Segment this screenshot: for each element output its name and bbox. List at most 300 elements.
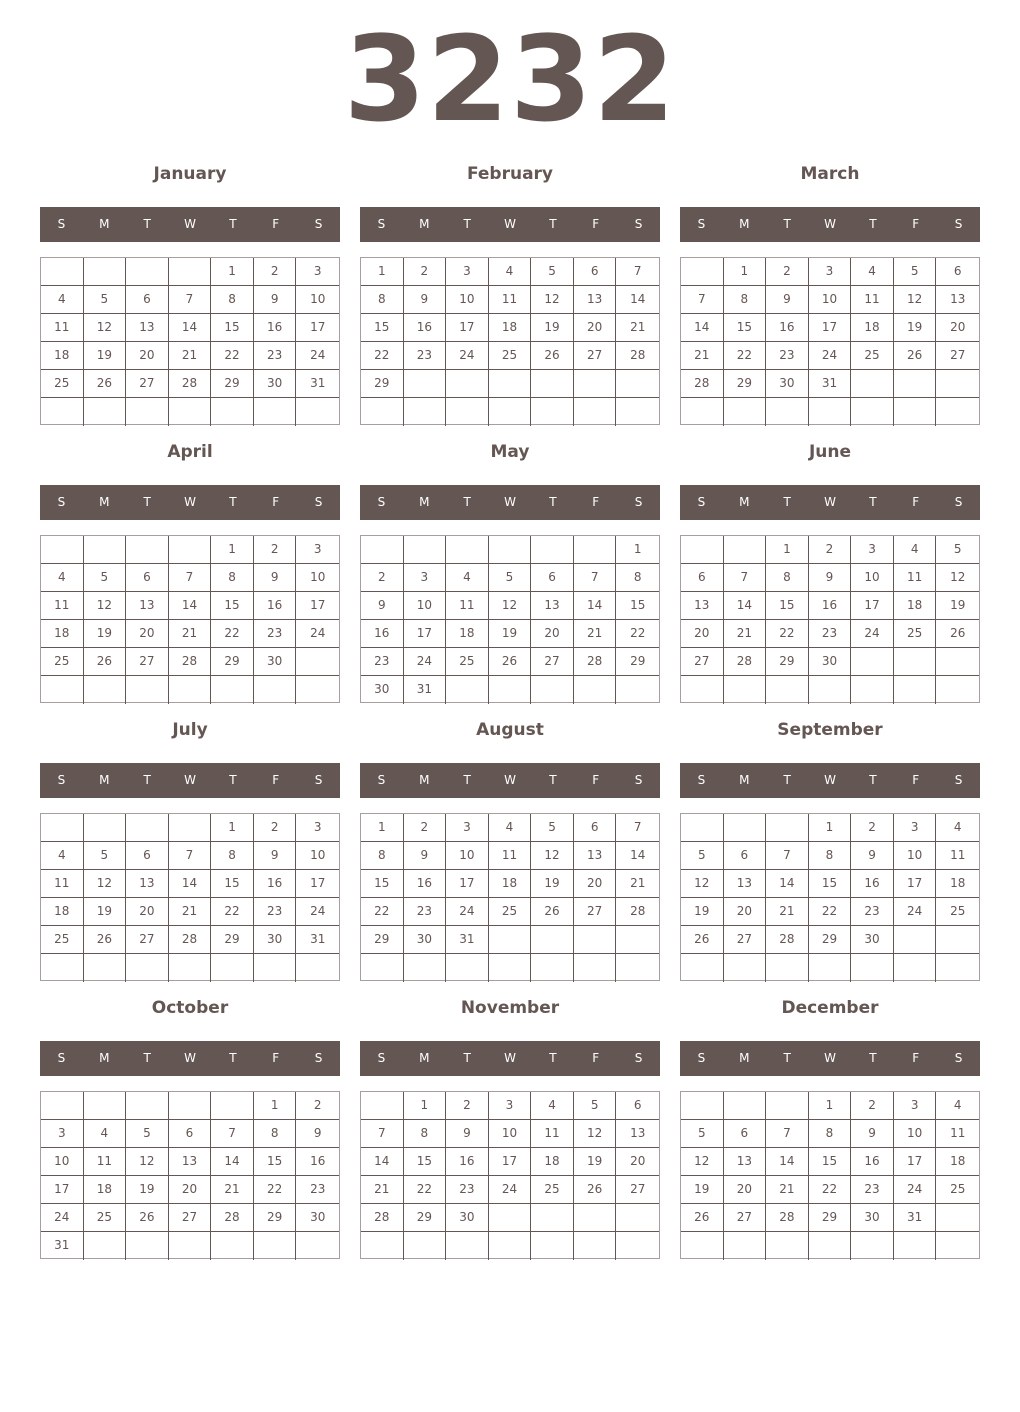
day-cell	[574, 1204, 617, 1232]
day-cell: 1	[809, 1092, 852, 1120]
day-cell	[681, 676, 724, 704]
day-cell: 6	[574, 258, 617, 286]
day-cell	[936, 676, 979, 704]
day-cell: 9	[809, 564, 852, 592]
month-title: August	[476, 720, 544, 740]
day-cell: 8	[616, 564, 659, 592]
day-cell: 10	[446, 286, 489, 314]
day-cell: 19	[84, 342, 127, 370]
day-cell	[616, 1204, 659, 1232]
day-cell: 28	[169, 648, 212, 676]
weekday-label: M	[99, 495, 110, 509]
day-cell: 28	[766, 926, 809, 954]
day-cell: 28	[211, 1204, 254, 1232]
day-cell: 10	[851, 564, 894, 592]
day-cell: 29	[254, 1204, 297, 1232]
day-cell	[766, 398, 809, 426]
day-cell	[296, 398, 339, 426]
weekday-label: T	[869, 773, 877, 787]
day-cell	[724, 1232, 767, 1260]
day-cell	[296, 954, 339, 982]
day-cell	[41, 676, 84, 704]
day-cell: 16	[254, 870, 297, 898]
day-cell: 6	[126, 842, 169, 870]
weekday-label: T	[463, 495, 471, 509]
day-cell	[254, 398, 297, 426]
day-cell	[41, 954, 84, 982]
day-cell: 24	[296, 898, 339, 926]
day-cell	[126, 1232, 169, 1260]
day-cell: 20	[724, 898, 767, 926]
day-cell: 1	[361, 814, 404, 842]
day-cell: 30	[851, 1204, 894, 1232]
day-cell	[531, 536, 574, 564]
day-cell	[681, 1092, 724, 1120]
weekday-label: M	[739, 495, 750, 509]
day-cell	[616, 370, 659, 398]
day-cell: 21	[724, 620, 767, 648]
weekday-label: F	[912, 495, 920, 509]
day-cell: 6	[169, 1120, 212, 1148]
day-cell: 25	[936, 1176, 979, 1204]
day-cell: 31	[296, 370, 339, 398]
day-cell	[766, 814, 809, 842]
day-cell: 14	[574, 592, 617, 620]
day-cell: 5	[531, 814, 574, 842]
day-cell	[84, 814, 127, 842]
weekday-label: S	[634, 1051, 643, 1065]
weekday-label: W	[504, 495, 516, 509]
day-cell	[851, 398, 894, 426]
day-cell: 21	[211, 1176, 254, 1204]
day-cell: 28	[574, 648, 617, 676]
day-cell: 11	[489, 842, 532, 870]
day-cell: 15	[616, 592, 659, 620]
day-grid	[360, 1091, 660, 1259]
day-cell: 4	[489, 814, 532, 842]
day-cell: 27	[531, 648, 574, 676]
day-cell: 5	[84, 564, 127, 592]
weekday-label: F	[592, 217, 600, 231]
day-cell: 6	[574, 814, 617, 842]
day-cell	[809, 398, 852, 426]
day-cell	[724, 1092, 767, 1120]
day-cell	[489, 1204, 532, 1232]
day-cell: 15	[361, 870, 404, 898]
weekday-label: S	[697, 217, 706, 231]
day-cell	[254, 676, 297, 704]
weekday-label: S	[57, 495, 66, 509]
day-cell: 2	[254, 814, 297, 842]
day-cell: 5	[126, 1120, 169, 1148]
day-cell: 8	[211, 286, 254, 314]
day-cell: 19	[126, 1176, 169, 1204]
day-cell: 14	[616, 842, 659, 870]
day-cell: 16	[809, 592, 852, 620]
day-cell: 8	[766, 564, 809, 592]
day-cell: 7	[681, 286, 724, 314]
day-cell	[851, 676, 894, 704]
weekday-label: M	[739, 773, 750, 787]
day-cell	[489, 954, 532, 982]
month-title: October	[151, 998, 229, 1018]
day-cell: 13	[126, 314, 169, 342]
day-cell: 12	[84, 592, 127, 620]
weekday-label: S	[314, 773, 323, 787]
day-cell: 7	[616, 258, 659, 286]
day-cell: 27	[681, 648, 724, 676]
day-cell: 30	[851, 926, 894, 954]
weekday-label: S	[954, 773, 963, 787]
day-cell	[616, 926, 659, 954]
day-cell: 5	[574, 1092, 617, 1120]
day-cell: 9	[254, 564, 297, 592]
day-cell	[489, 536, 532, 564]
day-cell: 19	[531, 314, 574, 342]
day-cell: 9	[766, 286, 809, 314]
day-cell	[446, 676, 489, 704]
day-cell: 30	[254, 370, 297, 398]
day-cell: 19	[574, 1148, 617, 1176]
day-cell: 5	[84, 286, 127, 314]
day-cell: 19	[894, 314, 937, 342]
day-cell: 12	[126, 1148, 169, 1176]
day-cell: 27	[936, 342, 979, 370]
day-cell: 24	[809, 342, 852, 370]
day-cell	[169, 536, 212, 564]
day-cell	[681, 814, 724, 842]
day-cell: 24	[296, 620, 339, 648]
day-cell: 18	[446, 620, 489, 648]
day-cell: 6	[724, 1120, 767, 1148]
day-cell: 15	[211, 592, 254, 620]
day-cell	[574, 676, 617, 704]
weekday-header	[40, 1041, 340, 1076]
year-title: 3232	[343, 10, 677, 148]
day-cell	[531, 398, 574, 426]
weekday-label: S	[697, 773, 706, 787]
day-cell	[894, 398, 937, 426]
day-grid	[680, 535, 980, 703]
day-cell: 22	[211, 620, 254, 648]
day-cell: 18	[41, 898, 84, 926]
day-cell: 25	[851, 342, 894, 370]
weekday-label: T	[549, 1051, 557, 1065]
day-cell: 19	[84, 620, 127, 648]
day-cell: 3	[41, 1120, 84, 1148]
day-cell: 14	[211, 1148, 254, 1176]
day-cell: 21	[361, 1176, 404, 1204]
day-cell: 28	[724, 648, 767, 676]
day-cell: 16	[766, 314, 809, 342]
day-cell: 19	[936, 592, 979, 620]
day-cell: 15	[809, 1148, 852, 1176]
day-cell: 24	[894, 898, 937, 926]
day-cell: 16	[851, 870, 894, 898]
day-cell	[531, 1204, 574, 1232]
day-cell: 17	[404, 620, 447, 648]
weekday-label: W	[824, 773, 836, 787]
day-cell: 29	[809, 1204, 852, 1232]
day-cell: 10	[894, 1120, 937, 1148]
day-cell: 1	[616, 536, 659, 564]
day-cell: 6	[531, 564, 574, 592]
day-cell: 29	[361, 926, 404, 954]
day-cell: 16	[254, 314, 297, 342]
day-cell: 11	[851, 286, 894, 314]
day-cell: 13	[531, 592, 574, 620]
day-cell: 12	[84, 870, 127, 898]
day-cell: 25	[41, 648, 84, 676]
day-cell	[936, 1204, 979, 1232]
day-cell	[41, 258, 84, 286]
day-cell: 20	[681, 620, 724, 648]
day-cell: 11	[41, 314, 84, 342]
day-cell	[211, 954, 254, 982]
day-cell: 17	[296, 592, 339, 620]
weekday-label: T	[143, 495, 151, 509]
day-cell: 21	[681, 342, 724, 370]
day-cell: 21	[169, 342, 212, 370]
day-cell	[489, 1232, 532, 1260]
day-cell	[169, 1092, 212, 1120]
day-cell: 19	[681, 898, 724, 926]
day-cell: 23	[851, 898, 894, 926]
day-cell: 12	[531, 842, 574, 870]
day-cell: 2	[766, 258, 809, 286]
day-cell: 10	[809, 286, 852, 314]
weekday-label: T	[783, 217, 791, 231]
day-cell: 18	[894, 592, 937, 620]
day-grid	[680, 1091, 980, 1259]
month-title: February	[466, 164, 554, 184]
month-title: May	[490, 442, 530, 462]
day-cell	[531, 676, 574, 704]
day-cell	[574, 926, 617, 954]
day-cell	[894, 370, 937, 398]
day-cell	[616, 1232, 659, 1260]
day-cell: 3	[809, 258, 852, 286]
day-cell: 3	[296, 258, 339, 286]
weekday-label: T	[463, 1051, 471, 1065]
day-cell: 5	[489, 564, 532, 592]
weekday-header	[360, 763, 660, 798]
day-cell	[681, 954, 724, 982]
day-cell: 7	[211, 1120, 254, 1148]
day-cell: 20	[126, 342, 169, 370]
day-cell: 8	[361, 286, 404, 314]
weekday-label: S	[57, 1051, 66, 1065]
day-cell	[169, 676, 212, 704]
day-cell: 28	[169, 926, 212, 954]
weekday-header	[680, 207, 980, 242]
day-cell: 18	[84, 1176, 127, 1204]
weekday-label: W	[184, 495, 196, 509]
day-cell: 4	[531, 1092, 574, 1120]
day-cell: 17	[41, 1176, 84, 1204]
day-cell	[531, 1232, 574, 1260]
day-cell	[574, 370, 617, 398]
day-cell: 5	[681, 1120, 724, 1148]
weekday-label: F	[592, 1051, 600, 1065]
day-cell: 20	[169, 1176, 212, 1204]
day-cell: 31	[894, 1204, 937, 1232]
day-cell: 10	[296, 564, 339, 592]
day-cell	[936, 648, 979, 676]
day-cell: 17	[489, 1148, 532, 1176]
day-cell	[211, 398, 254, 426]
day-cell: 28	[616, 898, 659, 926]
day-cell: 2	[446, 1092, 489, 1120]
weekday-label: M	[99, 773, 110, 787]
day-cell: 12	[531, 286, 574, 314]
day-cell: 31	[404, 676, 447, 704]
day-cell	[936, 370, 979, 398]
day-cell	[404, 1232, 447, 1260]
weekday-label: F	[592, 773, 600, 787]
day-cell: 10	[489, 1120, 532, 1148]
weekday-label: M	[419, 1051, 430, 1065]
day-cell: 30	[766, 370, 809, 398]
day-cell: 25	[446, 648, 489, 676]
day-cell: 7	[724, 564, 767, 592]
day-cell: 20	[126, 620, 169, 648]
day-cell: 17	[851, 592, 894, 620]
day-cell	[724, 676, 767, 704]
day-cell	[446, 370, 489, 398]
day-cell: 20	[616, 1148, 659, 1176]
weekday-label: S	[314, 217, 323, 231]
day-cell	[84, 676, 127, 704]
day-cell: 18	[41, 342, 84, 370]
day-cell: 24	[404, 648, 447, 676]
day-cell: 20	[936, 314, 979, 342]
day-cell: 4	[894, 536, 937, 564]
day-cell: 7	[766, 1120, 809, 1148]
day-cell	[126, 954, 169, 982]
day-cell	[681, 258, 724, 286]
day-cell	[126, 814, 169, 842]
day-cell: 26	[531, 342, 574, 370]
day-cell: 16	[254, 592, 297, 620]
day-cell	[574, 954, 617, 982]
day-cell: 27	[574, 342, 617, 370]
day-cell: 27	[724, 1204, 767, 1232]
day-cell: 11	[41, 870, 84, 898]
day-cell	[404, 398, 447, 426]
day-cell: 28	[361, 1204, 404, 1232]
day-cell: 11	[894, 564, 937, 592]
weekday-label: M	[99, 217, 110, 231]
day-cell	[531, 954, 574, 982]
day-cell: 2	[254, 258, 297, 286]
day-cell: 10	[404, 592, 447, 620]
weekday-label: W	[824, 217, 836, 231]
month-title: June	[808, 442, 852, 462]
day-cell	[851, 954, 894, 982]
day-cell: 23	[851, 1176, 894, 1204]
day-cell: 14	[169, 314, 212, 342]
day-cell: 11	[936, 842, 979, 870]
day-cell: 16	[851, 1148, 894, 1176]
day-cell	[126, 536, 169, 564]
day-cell	[894, 926, 937, 954]
day-cell: 4	[41, 842, 84, 870]
day-cell: 21	[616, 314, 659, 342]
day-cell: 7	[169, 564, 212, 592]
weekday-label: M	[739, 1051, 750, 1065]
day-cell: 4	[41, 564, 84, 592]
day-cell	[361, 536, 404, 564]
day-cell: 27	[126, 648, 169, 676]
weekday-label: S	[954, 217, 963, 231]
day-cell: 15	[211, 870, 254, 898]
day-cell: 29	[404, 1204, 447, 1232]
day-cell	[724, 954, 767, 982]
weekday-label: S	[634, 773, 643, 787]
day-grid	[40, 257, 340, 425]
day-cell: 31	[809, 370, 852, 398]
day-cell: 13	[169, 1148, 212, 1176]
day-cell: 26	[681, 926, 724, 954]
day-cell	[296, 648, 339, 676]
month-title: March	[800, 164, 860, 184]
day-cell: 1	[211, 258, 254, 286]
day-cell	[616, 954, 659, 982]
weekday-label: S	[377, 495, 386, 509]
day-cell: 23	[446, 1176, 489, 1204]
day-cell: 25	[531, 1176, 574, 1204]
day-cell: 9	[404, 842, 447, 870]
day-cell: 26	[84, 648, 127, 676]
day-grid	[40, 1091, 340, 1259]
day-cell: 26	[894, 342, 937, 370]
day-cell: 12	[681, 870, 724, 898]
day-cell	[446, 536, 489, 564]
day-cell: 13	[681, 592, 724, 620]
day-cell: 3	[489, 1092, 532, 1120]
weekday-label: F	[272, 1051, 280, 1065]
day-cell: 15	[766, 592, 809, 620]
day-cell: 25	[41, 370, 84, 398]
day-cell: 9	[296, 1120, 339, 1148]
day-cell: 8	[361, 842, 404, 870]
day-cell: 14	[766, 1148, 809, 1176]
day-cell: 5	[84, 842, 127, 870]
day-cell	[404, 370, 447, 398]
weekday-label: T	[869, 495, 877, 509]
weekday-label: T	[549, 495, 557, 509]
day-cell: 4	[41, 286, 84, 314]
day-cell	[681, 398, 724, 426]
day-cell: 13	[616, 1120, 659, 1148]
day-cell: 25	[489, 342, 532, 370]
day-cell: 27	[126, 926, 169, 954]
day-cell	[851, 1232, 894, 1260]
day-cell: 21	[616, 870, 659, 898]
day-cell: 27	[616, 1176, 659, 1204]
day-cell: 5	[531, 258, 574, 286]
month-title: April	[167, 442, 213, 462]
day-cell	[616, 398, 659, 426]
day-cell: 10	[41, 1148, 84, 1176]
day-cell: 8	[211, 564, 254, 592]
day-cell: 18	[936, 870, 979, 898]
day-cell	[254, 954, 297, 982]
day-cell: 9	[361, 592, 404, 620]
day-cell	[851, 370, 894, 398]
day-cell: 28	[169, 370, 212, 398]
